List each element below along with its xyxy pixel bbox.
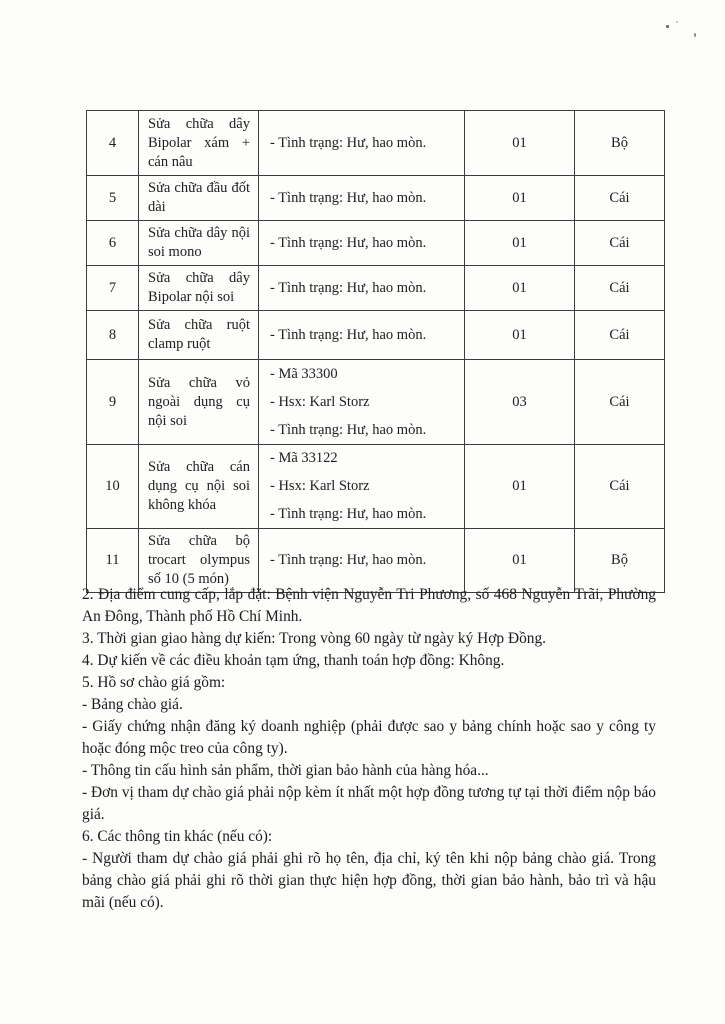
row-name: Sửa chữa dây nội soi mono [139,221,259,266]
row-stt: 10 [87,445,139,529]
row-name: Sửa chữa dây Bipolar xám + cán nâu [139,111,259,176]
desc-line: - Hsx: Karl Storz [270,478,370,494]
row-name: Sửa chữa đầu đốt dài [139,176,259,221]
row-name: Sửa chữa vỏ ngoài dụng cụ nội soi [139,360,259,445]
row-desc [259,311,465,360]
row-qty: 01 [465,266,575,311]
desc-line: - Tình trạng: Hư, hao mòn. [270,421,427,438]
row-desc [259,445,465,529]
row-qty: 01 [465,176,575,221]
row-desc [259,111,465,176]
row-qty: 01 [465,221,575,266]
row-stt: 7 [87,266,139,311]
row-desc [259,221,465,266]
table-row [87,266,665,311]
row-desc [259,176,465,221]
row-stt: 9 [87,360,139,445]
table-row [87,111,665,176]
row-name: Sửa chữa ruột clamp ruột [139,311,259,360]
table-row [87,176,665,221]
desc-line: - Mã 33122 [270,450,338,466]
doc-paragraph: 2. Địa điểm cung cấp, lắp đặt: Bệnh viện Nguyễn Tri Phương, số 468 Nguyễn Trãi, Phường An Đông, Thành phố Hồ Chí Minh. [82,586,656,625]
row-desc [259,529,465,593]
desc-line: - Tình trạng: Hư, hao mòn. [270,326,427,343]
row-stt: 5 [87,176,139,221]
row-unit: Cái [575,176,665,221]
doc-paragraph: - Đơn vị tham dự chào giá phải nộp kèm ít nhất một hợp đồng tương tự tại thời điểm nộp báo giá. [82,784,656,823]
scan-speck [676,21,678,23]
row-stt: 11 [87,529,139,593]
document-body-text [82,584,656,914]
row-stt: 6 [87,221,139,266]
table-row [87,311,665,360]
row-name: Sửa chữa bộ trocart olympus số 10 (5 món) [139,529,259,593]
desc-line: - Mã 33300 [270,365,338,382]
doc-paragraph: - Người tham dự chào giá phải ghi rõ họ tên, địa chỉ, ký tên khi nộp bảng chào giá. Trong bảng chào giá phải ghi rõ thời gian thực hiện hợp đồng, thời gian bảo hành, bảo trì và hậu mãi (nếu có). [82,850,656,911]
doc-paragraph: 3. Thời gian giao hàng dự kiến: Trong vòng 60 ngày từ ngày ký Hợp Đồng. [82,630,547,647]
row-stt: 8 [87,311,139,360]
desc-line: - Tình trạng: Hư, hao mòn. [270,279,427,296]
row-qty: 01 [465,445,575,529]
row-unit: Cái [575,266,665,311]
row-qty: 01 [465,529,575,593]
row-unit: Bộ [575,111,665,176]
row-name: Sửa chữa dây Bipolar nội soi [139,266,259,311]
desc-line: - Tình trạng: Hư, hao mòn. [270,134,427,151]
scan-speck [694,33,696,37]
doc-paragraph: 6. Các thông tin khác (nếu có): [82,828,273,845]
desc-line: - Tình trạng: Hư, hao mòn. [270,506,427,522]
desc-line: - Hsx: Karl Storz [270,393,370,410]
doc-paragraph: - Giấy chứng nhận đăng ký doanh nghiệp (phải được sao y bảng chính hoặc sao y công ty hoặc đóng mộc treo của công ty). [82,718,656,757]
row-unit: Bộ [575,529,665,593]
row-qty: 01 [465,311,575,360]
table-row [87,529,665,593]
row-unit: Cái [575,445,665,529]
desc-line: - Tình trạng: Hư, hao mòn. [270,189,427,206]
table-row [87,445,665,529]
row-name: Sửa chữa cán dụng cụ nội soi không khóa [139,445,259,529]
row-unit: Cái [575,360,665,445]
repair-items-table [86,110,665,593]
row-qty: 01 [465,111,575,176]
desc-line: - Tình trạng: Hư, hao mòn. [270,552,427,568]
row-desc [259,360,465,445]
row-unit: Cái [575,311,665,360]
row-stt: 4 [87,111,139,176]
scan-speck [666,25,669,28]
doc-paragraph: 4. Dự kiến về các điều khoản tạm ứng, thanh toán hợp đồng: Không. [82,652,505,669]
table-row [87,221,665,266]
row-qty: 03 [465,360,575,445]
doc-paragraph: 5. Hồ sơ chào giá gồm: [82,674,226,691]
doc-paragraph: - Thông tin cấu hình sản phẩm, thời gian bảo hành của hàng hóa... [82,762,489,779]
desc-line: - Tình trạng: Hư, hao mòn. [270,234,427,251]
doc-paragraph: - Bảng chào giá. [82,696,183,713]
row-unit: Cái [575,221,665,266]
row-desc [259,266,465,311]
table-row [87,360,665,445]
